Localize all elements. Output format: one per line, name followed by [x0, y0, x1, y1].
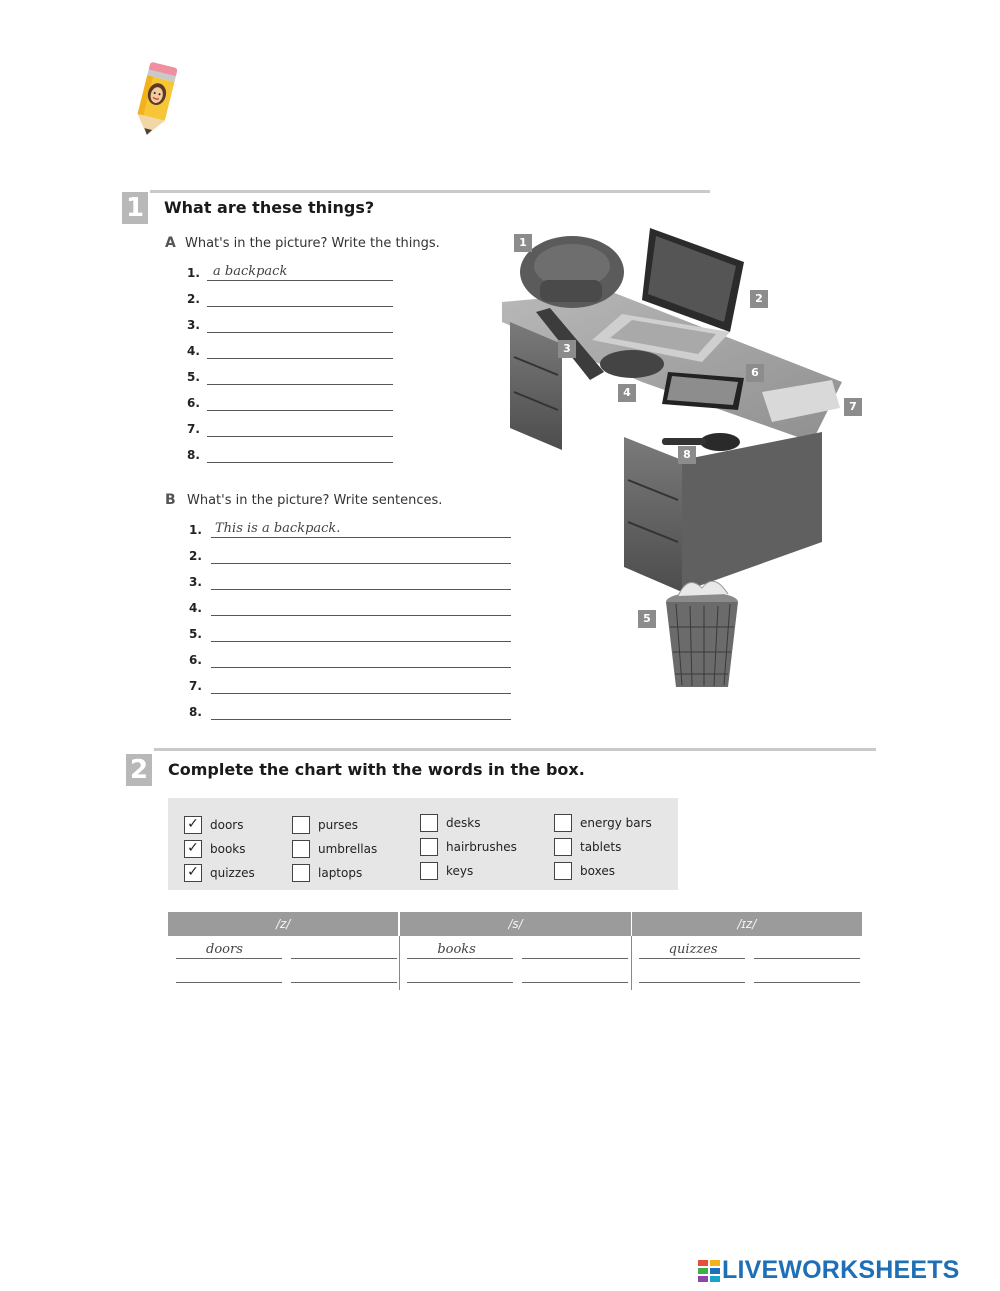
chart-answer-text: quizzes [668, 942, 718, 957]
answer-field[interactable] [207, 410, 393, 411]
item-number: 3. [187, 318, 200, 332]
item-number: 6. [189, 653, 202, 667]
word-option[interactable] [184, 816, 294, 836]
chart-answer-field[interactable] [176, 958, 282, 959]
chart-answer-field[interactable] [291, 958, 397, 959]
chart-answer-field[interactable] [639, 982, 745, 983]
section-1-title: What are these things? [164, 198, 375, 217]
callout-4: 4 [618, 384, 636, 402]
word-label: umbrellas [318, 842, 378, 856]
item-number: 1. [187, 266, 200, 280]
word-checkbox[interactable]: ✓ [184, 840, 202, 858]
answer-field[interactable] [207, 332, 393, 333]
section-2-title: Complete the chart with the words in the box. [168, 760, 585, 779]
word-checkbox[interactable] [554, 862, 572, 880]
answer-field[interactable] [211, 641, 511, 642]
word-option[interactable] [554, 862, 664, 882]
word-option[interactable] [292, 864, 402, 884]
section-1-number: 1 [122, 192, 148, 224]
chart-answer-text: doors [206, 942, 243, 957]
item-number: 8. [187, 448, 200, 462]
word-checkbox[interactable] [292, 840, 310, 858]
word-option[interactable] [420, 862, 530, 882]
word-label: purses [318, 818, 359, 832]
word-option[interactable] [420, 814, 530, 834]
item-number: 1. [189, 523, 202, 537]
chart-answer-field[interactable] [754, 982, 860, 983]
section-2-rule [154, 748, 876, 751]
answer-field[interactable] [211, 537, 511, 538]
answer-line [187, 370, 393, 388]
answer-field[interactable] [211, 693, 511, 694]
word-label: books [210, 842, 246, 856]
word-checkbox[interactable] [554, 838, 572, 856]
pencil-avatar-icon [128, 58, 184, 138]
answer-line [189, 575, 511, 593]
word-checkbox[interactable] [420, 862, 438, 880]
answer-line [189, 601, 511, 619]
chart-answer-text: books [437, 942, 476, 957]
chart-header: /ɪz/ [632, 912, 862, 936]
answer-field[interactable] [211, 615, 511, 616]
word-checkbox[interactable]: ✓ [184, 816, 202, 834]
word-label: energy bars [580, 816, 652, 830]
word-label: boxes [580, 864, 615, 878]
word-checkbox[interactable]: ✓ [184, 864, 202, 882]
chart-answer-field[interactable] [407, 958, 513, 959]
item-number: 8. [189, 705, 202, 719]
answer-text: This is a backpack. [215, 521, 341, 536]
answer-field[interactable] [207, 384, 393, 385]
part-b-instruction: What's in the picture? Write sentences. [187, 493, 443, 508]
answer-field[interactable] [211, 667, 511, 668]
word-option[interactable] [554, 838, 664, 858]
word-label: quizzes [210, 866, 255, 880]
answer-field[interactable] [207, 358, 393, 359]
answer-line [189, 705, 511, 723]
callout-3: 3 [558, 340, 576, 358]
desk-picture [492, 222, 872, 702]
liveworksheets-logo-icon [698, 1260, 720, 1282]
answer-line [187, 448, 393, 466]
item-number: 2. [189, 549, 202, 563]
answer-text: a backpack [213, 264, 288, 279]
part-a-instruction: What's in the picture? Write the things. [185, 236, 440, 251]
callout-8: 8 [678, 446, 696, 464]
chart-column-divider [399, 936, 400, 990]
answer-field[interactable] [211, 719, 511, 720]
item-number: 7. [187, 422, 200, 436]
chart-answer-field[interactable] [522, 982, 628, 983]
answer-line [187, 422, 393, 440]
word-option[interactable] [184, 864, 294, 884]
word-checkbox[interactable] [292, 864, 310, 882]
answer-line [187, 292, 393, 310]
item-number: 5. [187, 370, 200, 384]
answer-field[interactable] [211, 563, 511, 564]
answer-line [189, 627, 511, 645]
answer-line [187, 396, 393, 414]
answer-line [187, 266, 393, 284]
sound-chart [168, 912, 862, 990]
liveworksheets-brand-text: LIVEWORKSHEETS [722, 1256, 960, 1284]
chart-answer-field[interactable] [639, 958, 745, 959]
answer-field[interactable] [207, 436, 393, 437]
chart-answer-field[interactable] [407, 982, 513, 983]
answer-line [187, 318, 393, 336]
word-checkbox[interactable] [420, 814, 438, 832]
answer-field[interactable] [211, 589, 511, 590]
answer-line [187, 344, 393, 362]
item-number: 3. [189, 575, 202, 589]
chart-answer-field[interactable] [754, 958, 860, 959]
word-checkbox[interactable] [292, 816, 310, 834]
part-b-letter: B [165, 492, 176, 508]
answer-line [189, 523, 511, 541]
callout-6: 6 [746, 364, 764, 382]
word-box [168, 798, 678, 890]
word-label: tablets [580, 840, 622, 854]
item-number: 4. [189, 601, 202, 615]
chart-answer-field[interactable] [522, 958, 628, 959]
item-number: 7. [189, 679, 202, 693]
word-option[interactable] [184, 840, 294, 860]
word-label: keys [446, 864, 474, 878]
word-option[interactable] [554, 814, 664, 834]
word-option[interactable] [420, 838, 530, 858]
answer-field[interactable] [207, 280, 393, 281]
chart-answer-field[interactable] [176, 982, 282, 983]
item-number: 4. [187, 344, 200, 358]
answer-field[interactable] [207, 306, 393, 307]
chart-column-divider [631, 936, 632, 990]
word-label: laptops [318, 866, 363, 880]
chart-header: /z/ [168, 912, 398, 936]
answer-line [189, 679, 511, 697]
callout-2: 2 [750, 290, 768, 308]
word-label: doors [210, 818, 244, 832]
item-number: 6. [187, 396, 200, 410]
answer-line [189, 549, 511, 567]
word-label: hairbrushes [446, 840, 517, 854]
word-checkbox[interactable] [554, 814, 572, 832]
section-2-number: 2 [126, 754, 152, 786]
callout-1: 1 [514, 234, 532, 252]
answer-line [189, 653, 511, 671]
chart-header: /s/ [400, 912, 630, 936]
word-checkbox[interactable] [420, 838, 438, 856]
section-1-rule [150, 190, 710, 193]
item-number: 5. [189, 627, 202, 641]
word-label: desks [446, 816, 481, 830]
callout-7: 7 [844, 398, 862, 416]
item-number: 2. [187, 292, 200, 306]
chart-answer-field[interactable] [291, 982, 397, 983]
callout-5: 5 [638, 610, 656, 628]
word-option[interactable] [292, 816, 402, 836]
liveworksheets-logo [698, 1256, 994, 1286]
answer-field[interactable] [207, 462, 393, 463]
word-option[interactable] [292, 840, 402, 860]
part-a-letter: A [165, 235, 176, 251]
